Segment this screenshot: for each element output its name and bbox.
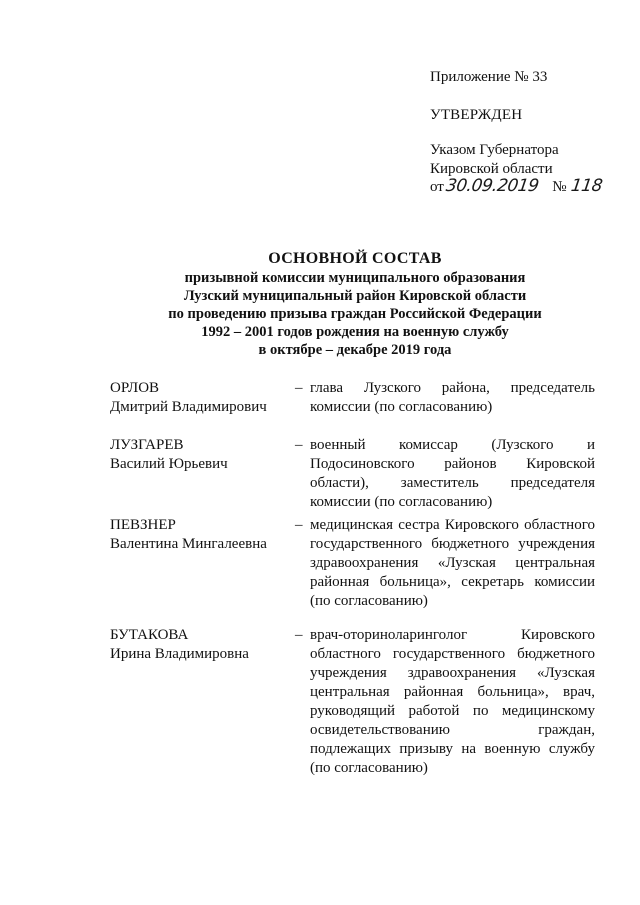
member-dash: – <box>295 437 303 453</box>
member-role: медицинская сестра Кировского областного государственного бюджетного учреждения здравоохранения «Лузская центральная районная больница», секретарь комиссии (по согласованию) <box>310 517 595 609</box>
appendix-label: Приложение № 33 <box>430 69 548 85</box>
member-name <box>110 436 295 474</box>
title-line: призывной комиссии муниципального образования <box>184 270 526 286</box>
member-dash: – <box>295 517 303 533</box>
date-prefix: от <box>430 179 444 195</box>
member-surname: ОРЛОВ <box>110 380 160 396</box>
handwritten-number: 118 <box>569 176 603 196</box>
member-dash: – <box>295 380 303 396</box>
member-name <box>110 379 295 417</box>
document-title <box>110 249 600 359</box>
member-name <box>110 516 295 554</box>
title-line: 1992 – 2001 годов рождения на военную службу <box>201 324 509 340</box>
member-name <box>110 626 295 664</box>
member-role: военный комиссар (Лузского и Подосиновского районов Кировской области), заместитель председателя комиссии (по согласованию) <box>310 437 595 510</box>
member-given-name: Дмитрий Владимирович <box>110 399 267 415</box>
member-role: глава Лузского района, председатель комиссии (по согласованию) <box>310 380 595 415</box>
number-sign: № <box>552 179 567 195</box>
member-surname: БУТАКОВА <box>110 627 189 643</box>
title-line: в октябре – декабре 2019 года <box>258 342 452 358</box>
decree-line-1: Указом Губернатора <box>430 142 559 158</box>
title-main: ОСНОВНОЙ СОСТАВ <box>268 250 442 267</box>
member-given-name: Валентина Мингалеевна <box>110 536 267 552</box>
approved-stamp-text: УТВЕРЖДЕН <box>430 107 523 123</box>
member-dash: – <box>295 627 303 643</box>
member-surname: ЛУЗГАРЕВ <box>110 437 184 453</box>
member-role: врач-оториноларинголог Кировского областного государственного бюджетного учреждения здравоохранения «Лузская центральная районная больница», врач, руководящий работой по медицинскому освидетельствованию граждан, подлежащих призыву на военную службу (по согласованию) <box>310 627 595 776</box>
member-surname: ПЕВЗНЕР <box>110 517 176 533</box>
handwritten-date: 30.09.2019 <box>444 176 540 196</box>
title-line: по проведению призыва граждан Российской Федерации <box>168 306 542 322</box>
title-line: Лузский муниципальный район Кировской области <box>183 288 527 304</box>
decree-line-2: Кировской области <box>430 161 553 177</box>
member-given-name: Василий Юрьевич <box>110 456 228 472</box>
member-given-name: Ирина Владимировна <box>110 646 249 662</box>
decree-date-line <box>430 177 601 197</box>
